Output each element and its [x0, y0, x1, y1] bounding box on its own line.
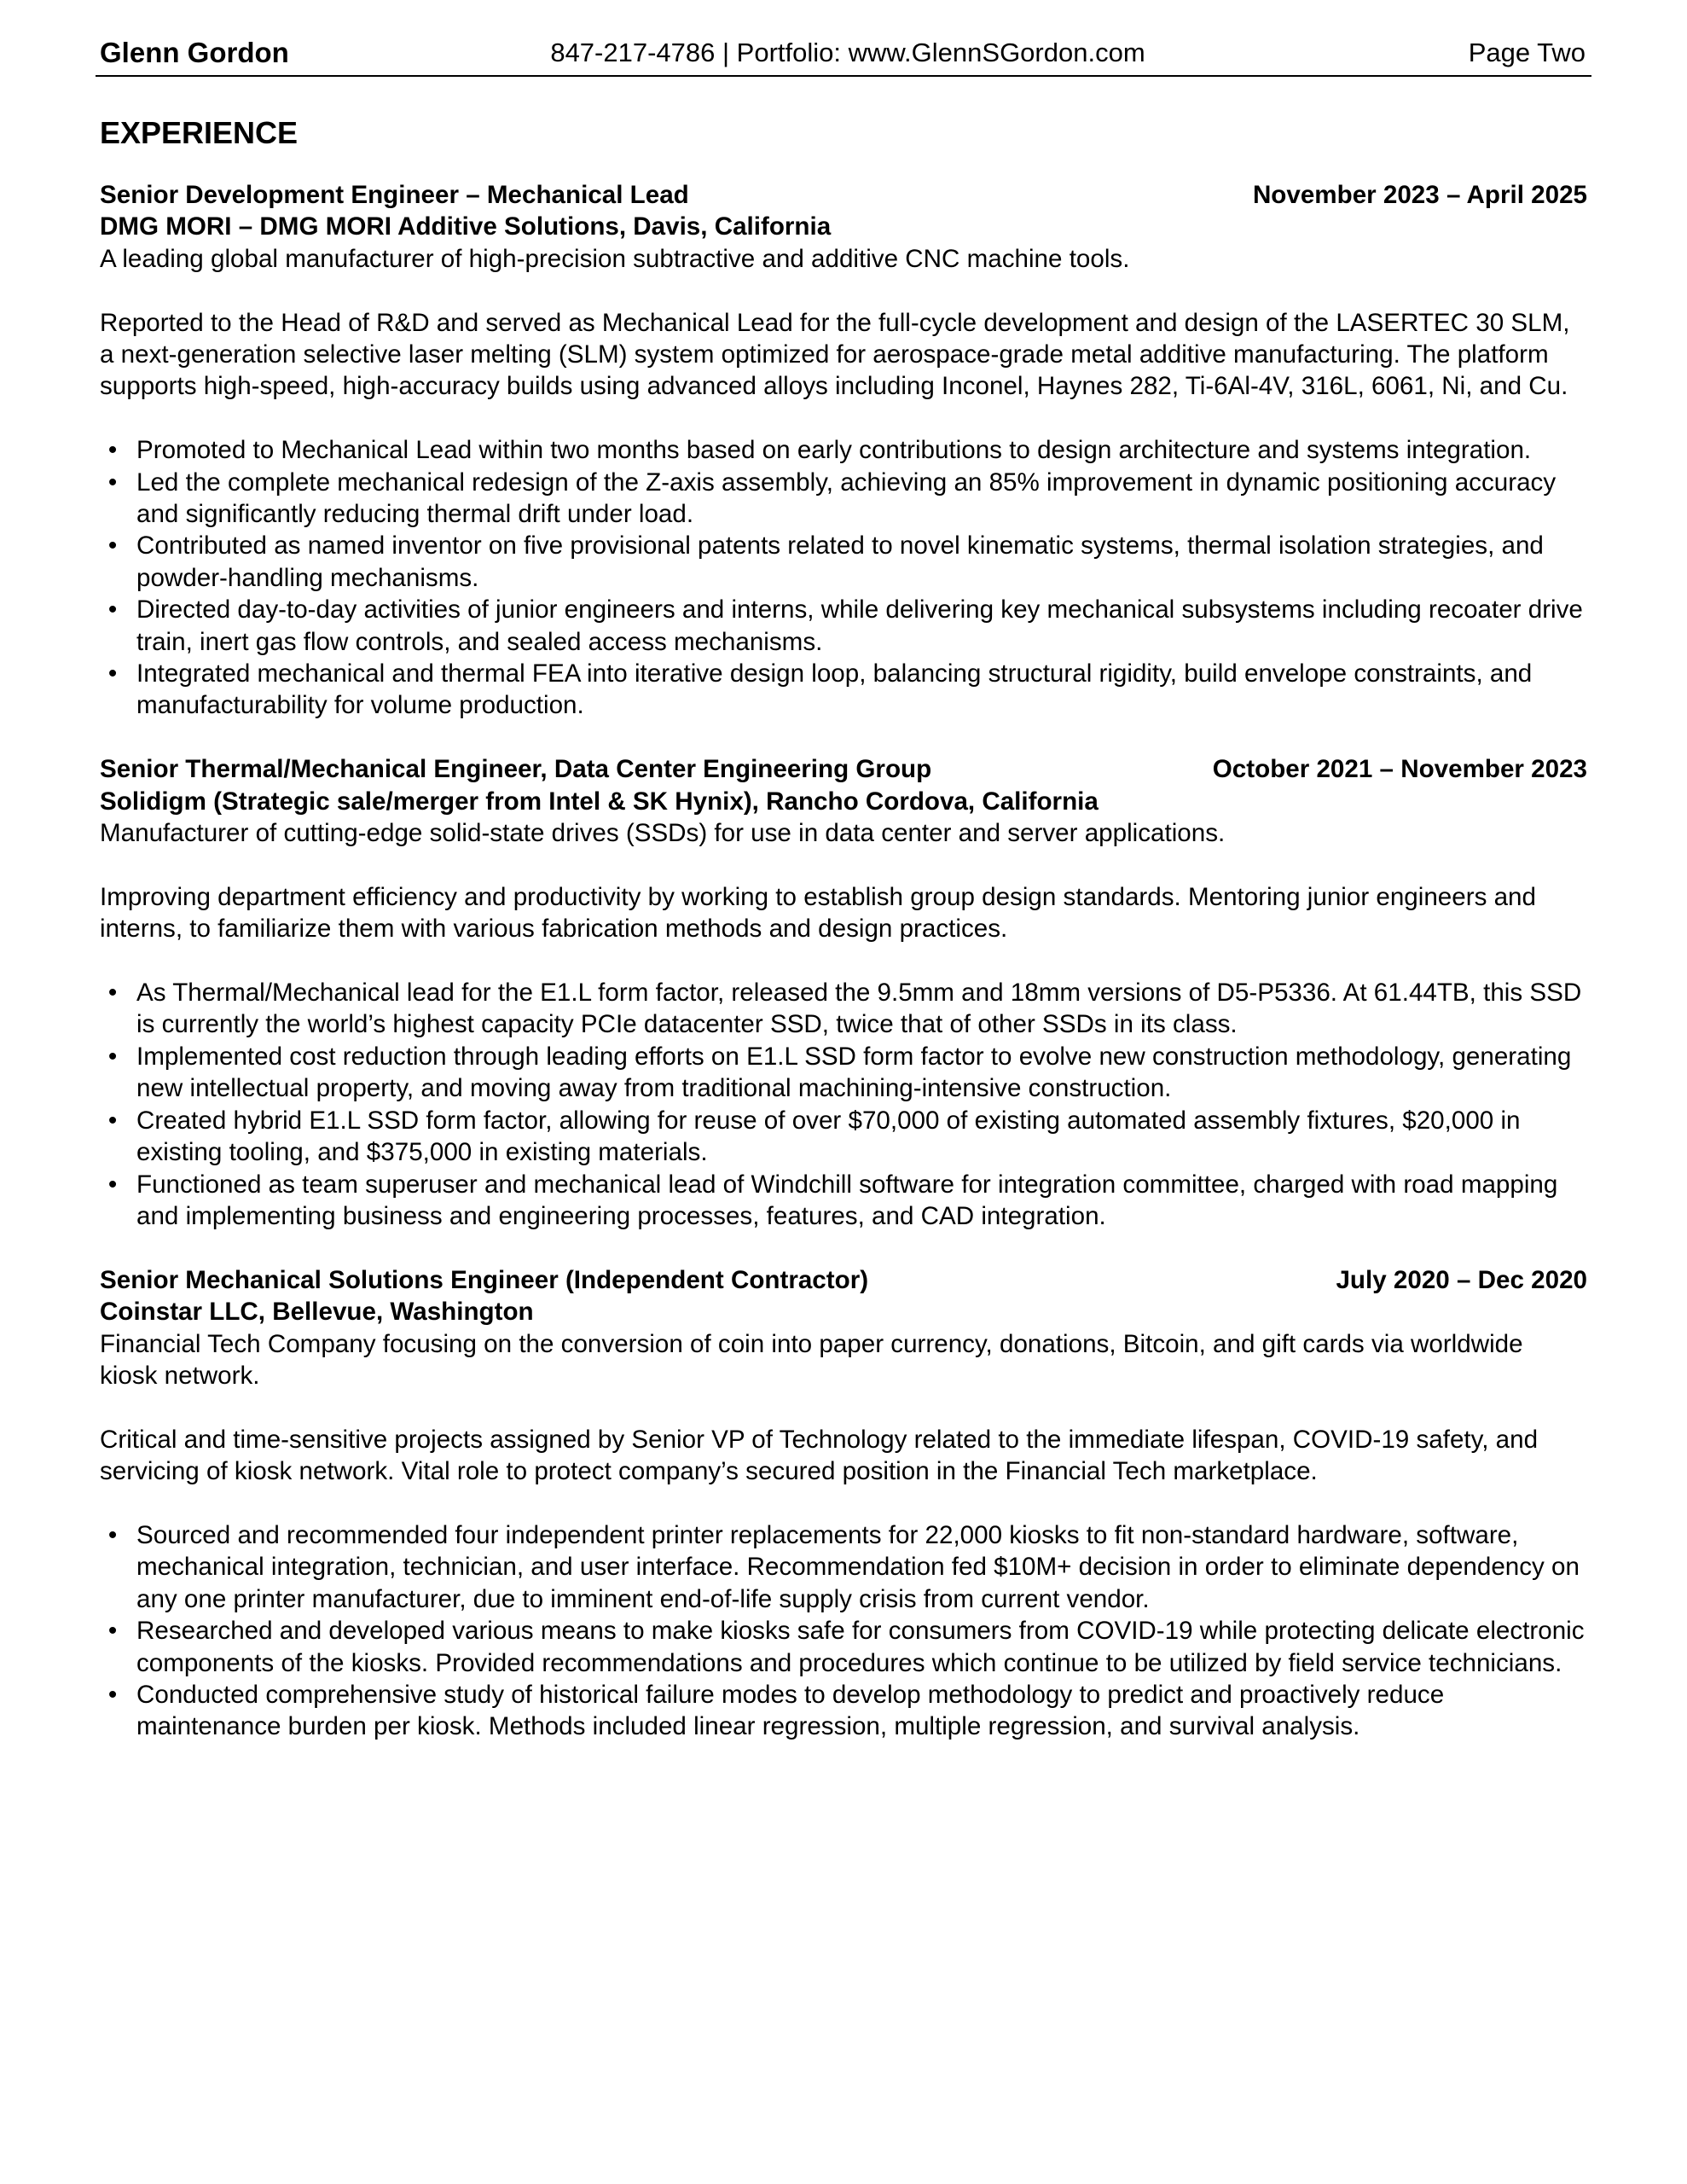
section-title-experience: EXPERIENCE	[100, 115, 299, 150]
list-item	[100, 1519, 1587, 1615]
accomplishment-list	[100, 977, 1587, 1232]
contact-info: 847-217-4786 | Portfolio: www.GlennSGordon.com	[550, 38, 1145, 67]
list-item	[100, 1105, 1587, 1169]
job-entry	[100, 1264, 1587, 1743]
accomplishment-list	[100, 434, 1587, 722]
bullet-icon: •	[107, 468, 118, 497]
job-title: Senior Thermal/Mechanical Engineer, Data Center Engineering Group	[100, 755, 932, 784]
list-item	[100, 467, 1587, 531]
job-dates: November 2023 – April 2025	[1252, 181, 1587, 209]
bullet-text: Created hybrid E1.L SSD form factor, allowing for reuse of over $70,000 of existing automated assembly fixtures, $20,000 in existing tooling, and $375,000 in existing materials.	[136, 1106, 1521, 1167]
bullet-text: As Thermal/Mechanical lead for the E1.L form factor, released the 9.5mm and 18mm versions of D5-P5336. At 61.44TB, this SSD is currently the world’s highest capacity PCIe datacenter SSD, twice that of other SSDs in its class.	[136, 979, 1582, 1039]
bullet-icon: •	[107, 595, 118, 624]
role-summary: Reported to the Head of R&D and served as Mechanical Lead for the full-cycle development and design of the LASERTEC 30 SLM, a next-generation selective laser melting (SLM) system optimized for aerospace-grade metal additive manufacturing. The platform supports high-speed, high-accuracy builds using advanced alloys including Inconel, Haynes 282, Ti-6Al-4V, 316L, 6061, Ni, and Cu.	[100, 308, 1570, 401]
bullet-icon: •	[107, 1680, 118, 1709]
bullet-icon: •	[107, 1617, 118, 1646]
bullet-text: Functioned as team superuser and mechanical lead of Windchill software for integration committee, charged with road mapping and implementing business and engineering processes, features, and CAD integration.	[136, 1170, 1558, 1230]
company-description: Financial Tech Company focusing on the conversion of coin into paper currency, donations, Bitcoin, and gift cards via worldwide kiosk network.	[100, 1329, 1523, 1390]
job-entry	[100, 753, 1587, 1232]
list-item	[100, 977, 1587, 1041]
list-item	[100, 1169, 1587, 1233]
job-entry	[100, 179, 1587, 722]
list-item	[100, 1615, 1587, 1679]
bullet-icon: •	[107, 1106, 118, 1135]
job-header	[100, 1264, 1587, 1296]
bullet-text: Contributed as named inventor on five provisional patents related to novel kinematic systems, thermal isolation strategies, and powder-handling mechanisms.	[136, 531, 1544, 592]
job-dates: October 2021 – November 2023	[1212, 755, 1587, 784]
company-description: Manufacturer of cutting-edge solid-state drives (SSDs) for use in data center and server applications.	[100, 819, 1226, 848]
bullet-icon: •	[107, 1170, 118, 1199]
experience-section	[100, 179, 1587, 1774]
bullet-icon: •	[107, 436, 118, 465]
candidate-name: Glenn Gordon	[100, 37, 289, 68]
list-item	[100, 594, 1587, 658]
list-item	[100, 530, 1587, 594]
bullet-icon: •	[107, 659, 118, 688]
bullet-icon: •	[107, 1520, 118, 1549]
bullet-icon: •	[107, 531, 118, 561]
company-description: A leading global manufacturer of high-precision subtractive and additive CNC machine tools.	[100, 244, 1130, 273]
job-title: Senior Development Engineer – Mechanical Lead	[100, 181, 689, 209]
job-dates: July 2020 – Dec 2020	[1336, 1265, 1587, 1294]
bullet-icon: •	[107, 979, 118, 1008]
role-summary: Improving department efficiency and productivity by working to establish group design standards. Mentoring junior engineers and interns, to familiarize them with various fabrication methods and design practices.	[100, 882, 1536, 944]
bullet-text: Directed day-to-day activities of junior engineers and interns, while delivering key mechanical subsystems including recoater drive train, inert gas flow controls, and sealed access mechanisms.	[136, 595, 1583, 656]
page-header	[96, 34, 1591, 77]
company-name: DMG MORI – DMG MORI Additive Solutions, Davis, California	[100, 212, 832, 241]
list-item	[100, 434, 1587, 466]
bullet-text: Led the complete mechanical redesign of the Z-axis assembly, achieving an 85% improvement in dynamic positioning accuracy and significantly reducing thermal drift under load.	[136, 468, 1557, 529]
job-title: Senior Mechanical Solutions Engineer (Independent Contractor)	[100, 1265, 869, 1294]
bullet-text: Integrated mechanical and thermal FEA into iterative design loop, balancing structural rigidity, build envelope constraints, and manufacturability for volume production.	[136, 659, 1533, 720]
job-header	[100, 179, 1587, 211]
role-summary: Critical and time-sensitive projects assigned by Senior VP of Technology related to the immediate lifespan, COVID-19 safety, and servicing of kiosk network. Vital role to protect company’s secured position in the Financial Tech marketplace.	[100, 1425, 1539, 1486]
bullet-text: Promoted to Mechanical Lead within two months based on early contributions to design architecture and systems integration.	[136, 436, 1532, 465]
company-name: Coinstar LLC, Bellevue, Washington	[100, 1298, 534, 1327]
bullet-text: Sourced and recommended four independent printer replacements for 22,000 kiosks to fit non-standard hardware, software, mechanical integration, technician, and user interface. Recommendation fed $10M+ decision in order to eliminate dependency on any one printer manufacturer, due to imminent end-of-life supply crisis from current vendor.	[136, 1520, 1580, 1613]
page-number: Page Two	[1468, 38, 1586, 67]
job-header	[100, 753, 1587, 785]
list-item	[100, 1679, 1587, 1743]
list-item	[100, 1041, 1587, 1105]
company-name: Solidigm (Strategic sale/merger from Intel & SK Hynix), Rancho Cordova, California	[100, 787, 1099, 816]
bullet-text: Implemented cost reduction through leading efforts on E1.L SSD form factor to evolve new construction methodology, generating new intellectual property, and moving away from traditional machining-intensive construction.	[136, 1042, 1572, 1103]
accomplishment-list	[100, 1519, 1587, 1743]
bullet-text: Researched and developed various means to make kiosks safe for consumers from COVID-19 while protecting delicate electronic components of the kiosks. Provided recommendations and procedures which continue to be utilized by field service technicians.	[136, 1617, 1585, 1677]
bullet-icon: •	[107, 1042, 118, 1071]
bullet-text: Conducted comprehensive study of historical failure modes to develop methodology to predict and proactively reduce maintenance burden per kiosk. Methods included linear regression, multiple regression, and survival analysis.	[136, 1680, 1445, 1741]
list-item	[100, 658, 1587, 722]
